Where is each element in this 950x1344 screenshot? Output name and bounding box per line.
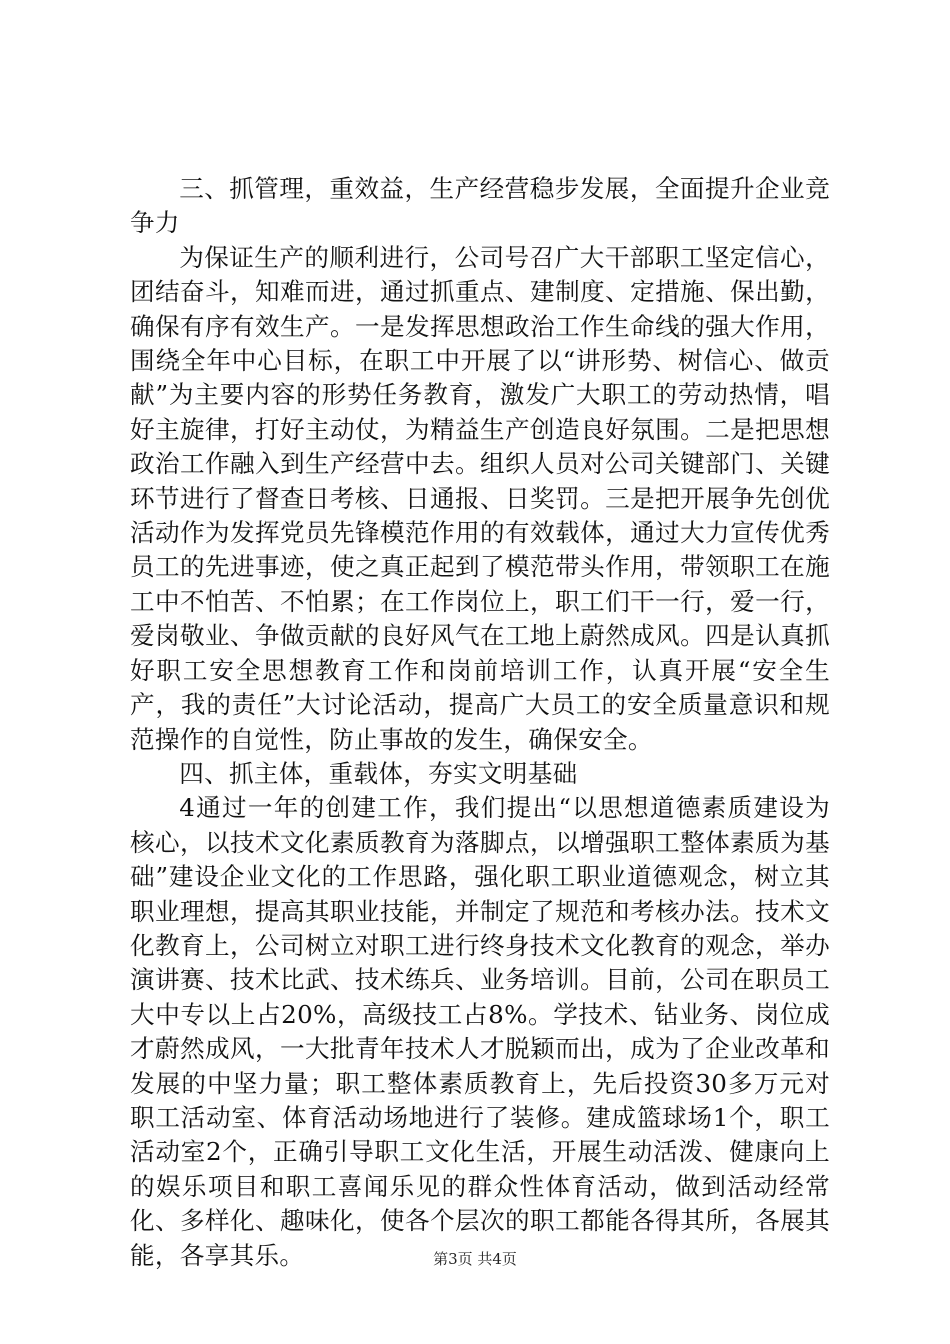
document-body [130,172,830,1273]
section-heading: 三、抓管理，重效益，生产经营稳步发展，全面提升企业竞争力 [130,174,830,238]
body-paragraph: 4通过一年的创建工作，我们提出“以思想道德素质建设为核心，以技术文化素质教育为落脚点，以增强职工整体素质为基础”建设企业文化的工作思路，强化职工职业道德观念，树立其职业理想，提高其职业技能，并制定了规范和考核办法。技术文化教育上，公司树立对职工进行终身技术文化教育的观念，举办演讲赛、技术比武、技术练兵、业务培训。目前，公司在职员工大中专以上占20%，高级技工占8%。学技术、钻业务、岗位成才蔚然成风，一大批青年技术人才脱颖而出，成为了企业改革和发展的中坚力量；职工整体素质教育上，先后投资30多万元对职工活动室、体育活动场地进行了装修。建成篮球场1个，职工活动室2个，正确引导职工文化生活，开展生动活泼、健康向上的娱乐项目和职工喜闻乐见的群众性体育活动，做到活动经常化、多样化、趣味化，使各个层次的职工都能各得其所，各展其能，各享其乐。 [130,793,830,1270]
body-paragraph: 为保证生产的顺利进行，公司号召广大干部职工坚定信心，团结奋斗，知难而进，通过抓重点、建制度、定措施、保出勤，确保有序有效生产。一是发挥思想政治工作生命线的强大作用，围绕全年中心目标，在职工中开展了以“讲形势、树信心、做贡献”为主要内容的形势任务教育，激发广大职工的劳动热情，唱好主旋律，打好主动仗，为精益生产创造良好氛围。二是把思想政治工作融入到生产经营中去。组织人员对公司关键部门、关键环节进行了督查日考核、日通报、日奖罚。三是把开展争先创优活动作为发挥党员先锋模范作用的有效载体，通过大力宣传优秀员工的先进事迹，使之真正起到了模范带头作用，带领职工在施工中不怕苦、不怕累；在工作岗位上，职工们干一行，爱一行，爱岗敬业、争做贡献的良好风气在工地上蔚然成风。四是认真抓好职工安全思想教育工作和岗前培训工作，认真开展“安全生产，我的责任”大讨论活动，提高广大员工的安全质量意识和规范操作的自觉性，防止事故的发生，确保安全。 [130,242,830,754]
section-heading: 四、抓主体，重载体，夯实文明基础 [179,758,578,788]
page-number: 第3页 共4页 [433,1250,517,1268]
